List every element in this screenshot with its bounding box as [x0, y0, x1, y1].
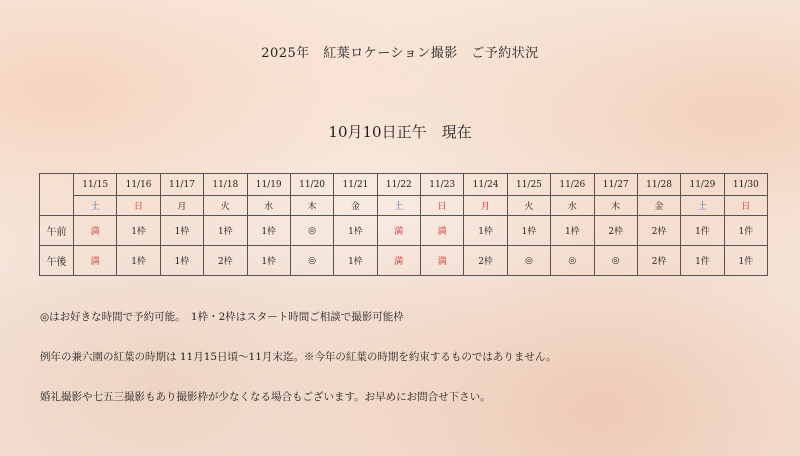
- weekday-cell: 火: [507, 196, 550, 216]
- date-cell: 11/20: [290, 174, 333, 196]
- weekday-cell: 土: [681, 196, 724, 216]
- note-limited-slots: 婚礼撮影や七五三撮影もあり撮影枠が少なくなる場合もございます。お早めにお問合せ下さい。: [40, 391, 491, 403]
- afternoon-slot-cell: 満: [377, 246, 420, 276]
- afternoon-label: 午後: [40, 246, 74, 276]
- morning-slot-cell: 1枠: [334, 216, 377, 246]
- morning-slot-cell: 満: [421, 216, 464, 246]
- weekday-cell: 木: [594, 196, 637, 216]
- page-title: 2025年 紅葉ロケーション撮影 ご予約状況: [261, 46, 539, 61]
- morning-row: [40, 216, 768, 246]
- date-header-row: [40, 174, 768, 196]
- afternoon-slot-cell: 1件: [681, 246, 724, 276]
- weekday-cell: 水: [551, 196, 594, 216]
- date-cell: 11/27: [594, 174, 637, 196]
- afternoon-slot-cell: ◎: [290, 246, 333, 276]
- weekday-cell: 日: [117, 196, 160, 216]
- corner-cell: [40, 196, 74, 216]
- afternoon-slot-cell: ◎: [507, 246, 550, 276]
- morning-slot-cell: 1枠: [551, 216, 594, 246]
- morning-slot-cell: 1枠: [117, 216, 160, 246]
- date-cell: 11/26: [551, 174, 594, 196]
- morning-slot-cell: 2枠: [637, 216, 680, 246]
- afternoon-row: [40, 246, 768, 276]
- afternoon-slot-cell: 2枠: [637, 246, 680, 276]
- weekday-cell: 月: [464, 196, 507, 216]
- note-foliage-season: 例年の兼六園の紅葉の時期は 11月15日頃〜11月末迄。※今年の紅葉の時期を約束するものではありません。: [40, 351, 557, 363]
- morning-slot-cell: 1枠: [464, 216, 507, 246]
- weekday-cell: 土: [74, 196, 117, 216]
- afternoon-slot-cell: 1枠: [247, 246, 290, 276]
- afternoon-slot-cell: 1枠: [160, 246, 203, 276]
- afternoon-slot-cell: ◎: [551, 246, 594, 276]
- date-cell: 11/25: [507, 174, 550, 196]
- weekday-cell: 水: [247, 196, 290, 216]
- morning-slot-cell: 1枠: [204, 216, 247, 246]
- weekday-cell: 金: [334, 196, 377, 216]
- morning-slot-cell: 1件: [724, 216, 767, 246]
- weekday-cell: 木: [290, 196, 333, 216]
- corner-cell: [40, 174, 74, 196]
- date-cell: 11/23: [421, 174, 464, 196]
- reservation-table: [39, 173, 768, 276]
- afternoon-slot-cell: 1枠: [117, 246, 160, 276]
- weekday-cell: 月: [160, 196, 203, 216]
- weekday-cell: 火: [204, 196, 247, 216]
- note-availability-legend: ◎はお好きな時間で予約可能。 1枠・2枠はスタート時間ご相談で撮影可能枠: [40, 311, 404, 323]
- morning-slot-cell: 2枠: [594, 216, 637, 246]
- date-cell: 11/18: [204, 174, 247, 196]
- morning-slot-cell: ◎: [290, 216, 333, 246]
- as-of-timestamp: 10月10日正午 現在: [328, 123, 472, 141]
- date-cell: 11/21: [334, 174, 377, 196]
- afternoon-slot-cell: ◎: [594, 246, 637, 276]
- afternoon-slot-cell: 満: [74, 246, 117, 276]
- date-cell: 11/22: [377, 174, 420, 196]
- morning-slot-cell: 満: [377, 216, 420, 246]
- morning-slot-cell: 1件: [681, 216, 724, 246]
- weekday-cell: 日: [724, 196, 767, 216]
- morning-slot-cell: 1枠: [507, 216, 550, 246]
- morning-slot-cell: 満: [74, 216, 117, 246]
- date-cell: 11/17: [160, 174, 203, 196]
- date-cell: 11/29: [681, 174, 724, 196]
- date-cell: 11/28: [637, 174, 680, 196]
- weekday-cell: 土: [377, 196, 420, 216]
- afternoon-slot-cell: 1件: [724, 246, 767, 276]
- weekday-cell: 日: [421, 196, 464, 216]
- date-cell: 11/15: [74, 174, 117, 196]
- afternoon-slot-cell: 1枠: [334, 246, 377, 276]
- weekday-cell: 金: [637, 196, 680, 216]
- morning-label: 午前: [40, 216, 74, 246]
- date-cell: 11/24: [464, 174, 507, 196]
- date-cell: 11/30: [724, 174, 767, 196]
- date-cell: 11/16: [117, 174, 160, 196]
- date-cell: 11/19: [247, 174, 290, 196]
- morning-slot-cell: 1枠: [247, 216, 290, 246]
- weekday-header-row: [40, 196, 768, 216]
- morning-slot-cell: 1枠: [160, 216, 203, 246]
- afternoon-slot-cell: 2枠: [464, 246, 507, 276]
- afternoon-slot-cell: 2枠: [204, 246, 247, 276]
- afternoon-slot-cell: 満: [421, 246, 464, 276]
